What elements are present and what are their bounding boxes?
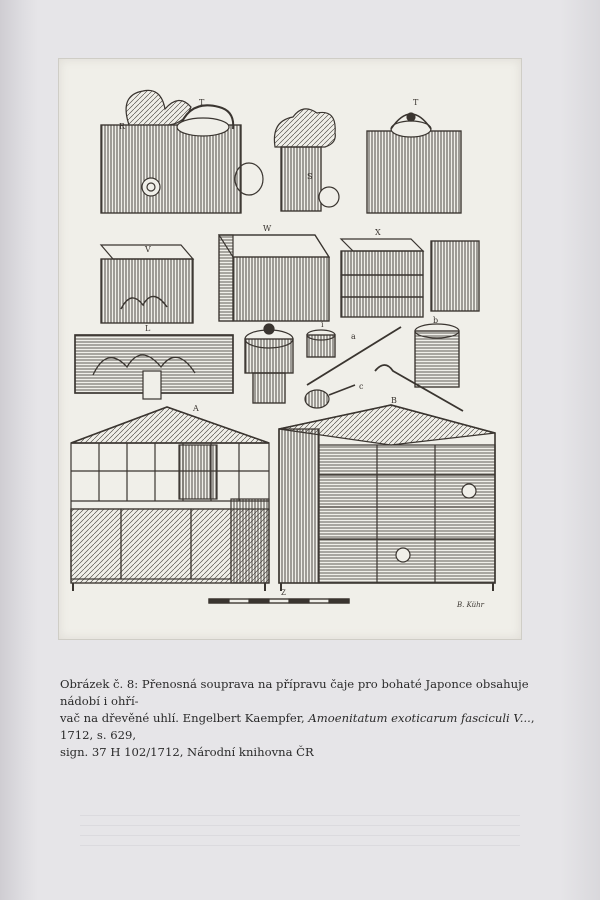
- engraving-illustration: [59, 59, 521, 639]
- lidded-box-v: [101, 245, 193, 323]
- label-i: i: [321, 320, 324, 329]
- closed-cabinet-b: [279, 396, 495, 591]
- tea-set-box-with-kettle: [101, 90, 263, 213]
- label-a: a: [351, 332, 356, 341]
- caption-line-3: sign. 37 H 102/1712, Národní knihovna ČR: [60, 745, 314, 759]
- round-container-b: [415, 316, 459, 387]
- caption-book-title: Amoenitatum exoticarum fasciculi V...: [308, 711, 531, 725]
- label-b: b: [433, 316, 439, 325]
- engraver-signature: B. Kühr: [457, 601, 485, 609]
- label-s: S: [307, 172, 313, 181]
- figure-caption: [60, 676, 535, 761]
- label-B: B: [391, 396, 397, 405]
- engraving-plate: [58, 58, 522, 640]
- label-x: X: [375, 228, 381, 237]
- kettle-on-brazier: [245, 324, 293, 403]
- label-t2: T: [413, 98, 419, 107]
- flower-pot-stand: [274, 109, 339, 211]
- small-cup-i: [307, 320, 335, 357]
- label-t: T: [199, 98, 205, 107]
- label-r: R: [119, 122, 126, 131]
- scale-bar: [209, 589, 349, 603]
- page-edge-shadow: [560, 0, 600, 900]
- label-A: A: [193, 404, 199, 413]
- open-cabinet-a: [71, 404, 269, 591]
- bleed-through-text: [80, 812, 520, 852]
- open-box-w: [219, 224, 329, 321]
- page-gutter-shadow: [0, 0, 38, 900]
- stacked-boxes-x: [341, 228, 479, 317]
- caption-line-1: Obrázek č. 8: Přenosná souprava na přípravu čaje pro bohaté Japonce obsahuje nádobí i ohří-: [60, 677, 529, 708]
- label-z: Z: [281, 589, 286, 597]
- label-l: L: [145, 324, 151, 333]
- decorated-tray-l: [75, 324, 233, 399]
- caption-line-2: vač na dřevěné uhlí. Engelbert Kaempfer, Amoenitatum exoticarum fasciculi V..., 1712, s. 629,: [60, 711, 535, 742]
- label-c: c: [359, 382, 364, 391]
- label-v: V: [145, 245, 151, 254]
- box-with-teapot: [367, 98, 461, 213]
- label-w: W: [263, 224, 272, 233]
